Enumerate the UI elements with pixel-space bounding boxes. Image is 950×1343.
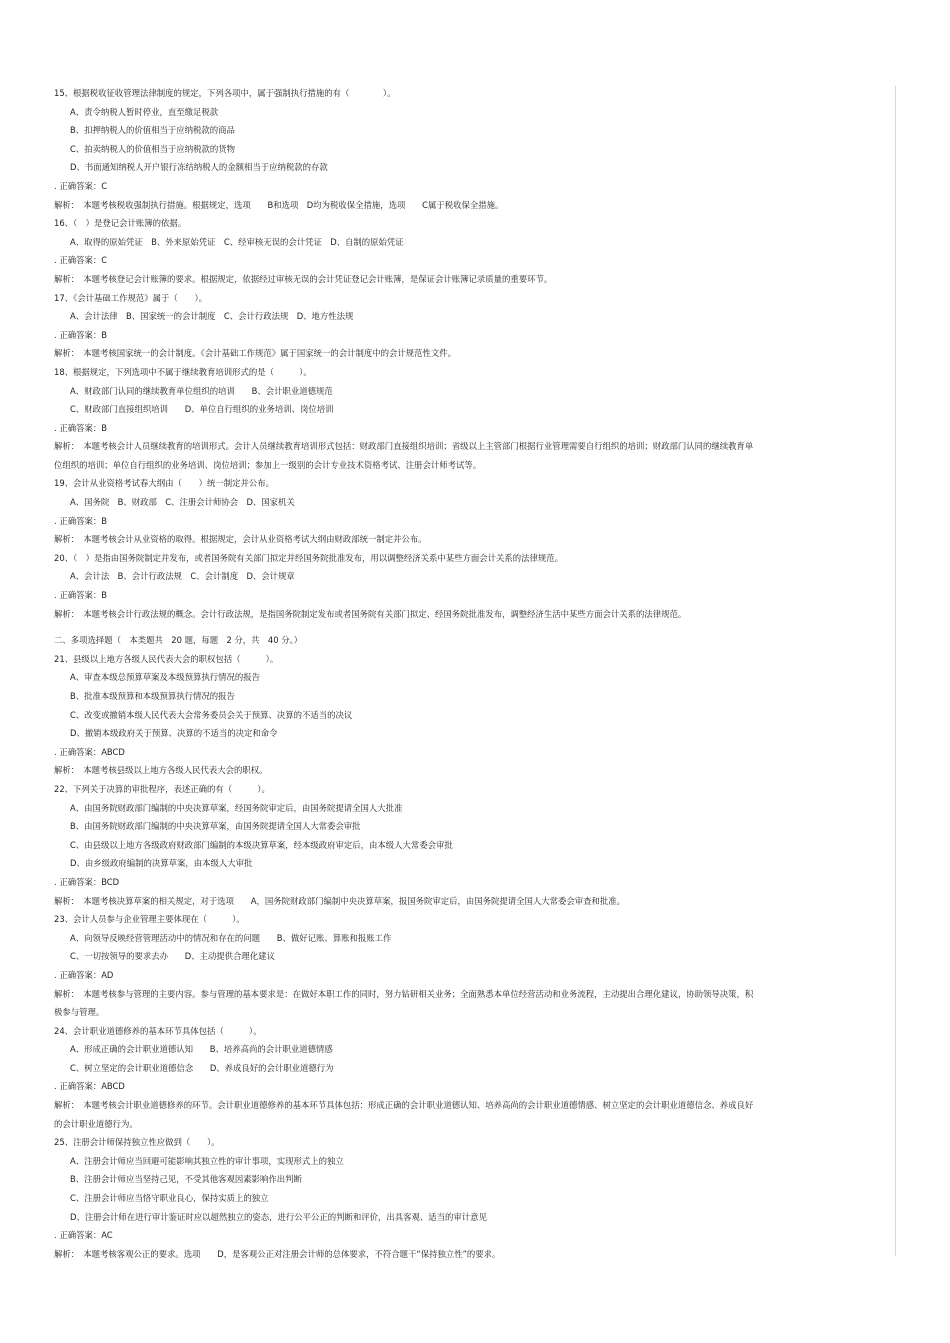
answer-option: A、会计法律 B、国家统一的会计制度 C、会计行政法规 D、地方性法规 — [70, 311, 354, 322]
explanation-text: 解析： 本题考核会计行政法规的概念。会计行政法规，是指国务院制定发布或者国务院有关部门拟定、经国务院批准发布，调整经济生活中某些方面会计关系的法律规范。 — [54, 608, 687, 619]
question-text: 20、（ ）是指由国务院制定并发布，或者国务院有关部门拟定并经国务院批准发布，用以调整经济关系中某些方面会计关系的法律规范。 — [54, 552, 563, 563]
correct-answer: . 正确答案：B — [54, 329, 107, 340]
question-text: 22、下列关于决算的审批程序，表述正确的有（ ）。 — [54, 783, 270, 794]
answer-option: A、取得的原始凭证 B、外来原始凭证 C、经审核无误的会计凭证 D、自制的原始凭证 — [70, 236, 404, 247]
question-text: 18、根据规定，下列选项中不属于继续教育培训形式的是（ ）。 — [54, 366, 312, 377]
answer-option: D、由乡级政府编制的决算草案，由本级人大审批 — [70, 858, 253, 869]
correct-answer: . 正确答案：ABCD — [54, 1081, 125, 1092]
question-text: 25、注册会计师保持独立性应做到（ ）。 — [54, 1137, 220, 1148]
answer-option: C、财政部门直接组织培训 D、单位自行组织的业务培训、岗位培训 — [70, 404, 334, 415]
answer-option: A、国务院 B、财政部 C、注册会计师协会 D、国家机关 — [70, 497, 295, 508]
correct-answer: . 正确答案：BCD — [54, 876, 120, 887]
correct-answer: . 正确答案：AC — [54, 1230, 113, 1241]
answer-option: C、树立坚定的会计职业道德信念 D、养成良好的会计职业道德行为 — [70, 1062, 334, 1073]
explanation-text: 的会计职业道德行为。 — [54, 1118, 138, 1129]
explanation-text: 解析： 本题考核决算草案的相关规定，对于选项 A，国务院财政部门编制中央决算草案，报国务院审定后，由国务院提请全国人大常委会审查和批准。 — [54, 895, 626, 906]
answer-option: A、责令纳税人暂时停业，直至缴足税款 — [70, 106, 219, 117]
answer-option: D、撤销本级政府关于预算、决算的不适当的决定和命令 — [70, 728, 278, 739]
correct-answer: . 正确答案：C — [54, 180, 108, 191]
explanation-text: 解析： 本题考核会计人员继续教育的培训形式。会计人员继续教育培训形式包括：财政部门直接组织培训；省级以上主管部门根据行业管理需要自行组织的培训；财政部门认同的继续教育单 — [54, 441, 754, 452]
answer-option: A、向领导反映经营管理活动中的情况和存在的问题 B、做好记账、算账和报账工作 — [70, 932, 392, 943]
page-edge-rule — [895, 86, 896, 1256]
explanation-text: 位组织的培训；单位自行组织的业务培训、岗位培训；参加上一级别的会计专业技术资格考试、注册会计师考试等。 — [54, 459, 482, 470]
explanation-text: 极参与管理。 — [54, 1007, 105, 1018]
correct-answer: . 正确答案：B — [54, 515, 107, 526]
answer-option: D、书面通知纳税人开户银行冻结纳税人的金额相当于应纳税款的存款 — [70, 162, 328, 173]
answer-option: C、改变或撤销本级人民代表大会常务委员会关于预算、决算的不适当的决议 — [70, 709, 353, 720]
answer-option: C、拍卖纳税人的价值相当于应纳税款的货物 — [70, 143, 235, 154]
explanation-text: 解析： 本题考核国家统一的会计制度。《会计基础工作规范》属于国家统一的会计制度中的会计规范性文件。 — [54, 348, 456, 359]
explanation-text: 解析： 本题考核县级以上地方各级人民代表大会的职权。 — [54, 765, 268, 776]
explanation-text: 解析： 本题考核参与管理的主要内容。参与管理的基本要求是：在做好本职工作的同时，努力钻研相关业务；全面熟悉本单位经营活动和业务流程，主动提出合理化建议，协助领导决策，积 — [54, 988, 754, 999]
answer-option: B、由国务院财政部门编制的中央决算草案，由国务院提请全国人大常委会审批 — [70, 821, 361, 832]
question-text: 24、会计职业道德修养的基本环节具体包括（ ）。 — [54, 1025, 262, 1036]
explanation-text: 解析： 本题考核会计职业道德修养的环节。会计职业道德修养的基本环节具体包括：形成正确的会计职业道德认知、培养高尚的会计职业道德情感、树立坚定的会计职业道德信念、养成良好 — [54, 1100, 754, 1111]
answer-option: C、由县级以上地方各级政府财政部门编制的本级决算草案，经本级政府审定后，由本级人大常委会审批 — [70, 839, 453, 850]
answer-option: A、由国务院财政部门编制的中央决算草案，经国务院审定后，由国务院提请全国人大批准 — [70, 802, 403, 813]
answer-option: A、审查本级总预算草案及本级预算执行情况的报告 — [70, 672, 260, 683]
question-text: 23、会计人员参与企业管理主要体现在（ ）。 — [54, 914, 245, 925]
answer-option: A、形成正确的会计职业道德认知 B、培养高尚的会计职业道德情感 — [70, 1044, 333, 1055]
answer-option: A、注册会计师应当回避可能影响其独立性的审计事项，实现形式上的独立 — [70, 1155, 344, 1166]
question-text: 16、（ ）是登记会计账簿的依据。 — [54, 218, 187, 229]
correct-answer: . 正确答案：ABCD — [54, 746, 125, 757]
answer-option: A、会计法 B、会计行政法规 C、会计制度 D、会计规章 — [70, 571, 295, 582]
answer-option: C、一切按领导的要求去办 D、主动提供合理化建议 — [70, 951, 275, 962]
correct-answer: . 正确答案：B — [54, 590, 107, 601]
question-text: 21、县级以上地方各级人民代表大会的职权包括（ ）。 — [54, 653, 279, 664]
explanation-text: 解析： 本题考核会计从业资格的取得。根据规定，会计从业资格考试大纲由财政部统一制定并公布。 — [54, 534, 427, 545]
answer-option: D、注册会计师在进行审计鉴证时应以超然独立的姿态，进行公平公正的判断和评价，出具客观、适当的审计意见 — [70, 1211, 487, 1222]
correct-answer: . 正确答案：B — [54, 422, 107, 433]
explanation-text: 解析： 本题考核税收强制执行措施。根据规定，选项 B和选项 D均为税收保全措施，选项 C属于税收保全措施。 — [54, 199, 504, 210]
answer-option: B、扣押纳税人的价值相当于应纳税款的商品 — [70, 125, 235, 136]
question-text: 17、《会计基础工作规范》属于（ ）。 — [54, 292, 208, 303]
answer-option: B、批准本级预算和本级预算执行情况的报告 — [70, 691, 235, 701]
question-text: 15、根据税收征收管理法律制度的规定，下列各项中，属于强制执行措施的有（ ）。 — [54, 88, 396, 98]
document-page — [54, 84, 834, 1263]
explanation-text: 解析： 本题考核客观公正的要求。选项 D，是客观公正对注册会计师的总体要求，不符合题干“保持独立性”的要求。 — [54, 1248, 501, 1259]
question-text: 19、会计从业资格考试春大纲由（ ）统一制定并公布。 — [54, 478, 275, 489]
section-heading: 二、多项选择题（ 本类题共 20 题，每题 2 分，共 40 分。） — [54, 635, 303, 646]
answer-option: B、注册会计师应当坚持己见，不受其他客观因素影响作出判断 — [70, 1174, 302, 1185]
explanation-text: 解析： 本题考核登记会计账簿的要求。根据规定，依据经过审核无误的会计凭证登记会计账簿，是保证会计账簿记录质量的重要环节。 — [54, 273, 553, 284]
answer-option: A、财政部门认同的继续教育单位组织的培训 B、会计职业道德规范 — [70, 385, 333, 396]
correct-answer: . 正确答案：AD — [54, 969, 114, 980]
correct-answer: . 正确答案：C — [54, 255, 108, 266]
answer-option: C、注册会计师应当恪守职业良心，保持实质上的独立 — [70, 1193, 269, 1204]
